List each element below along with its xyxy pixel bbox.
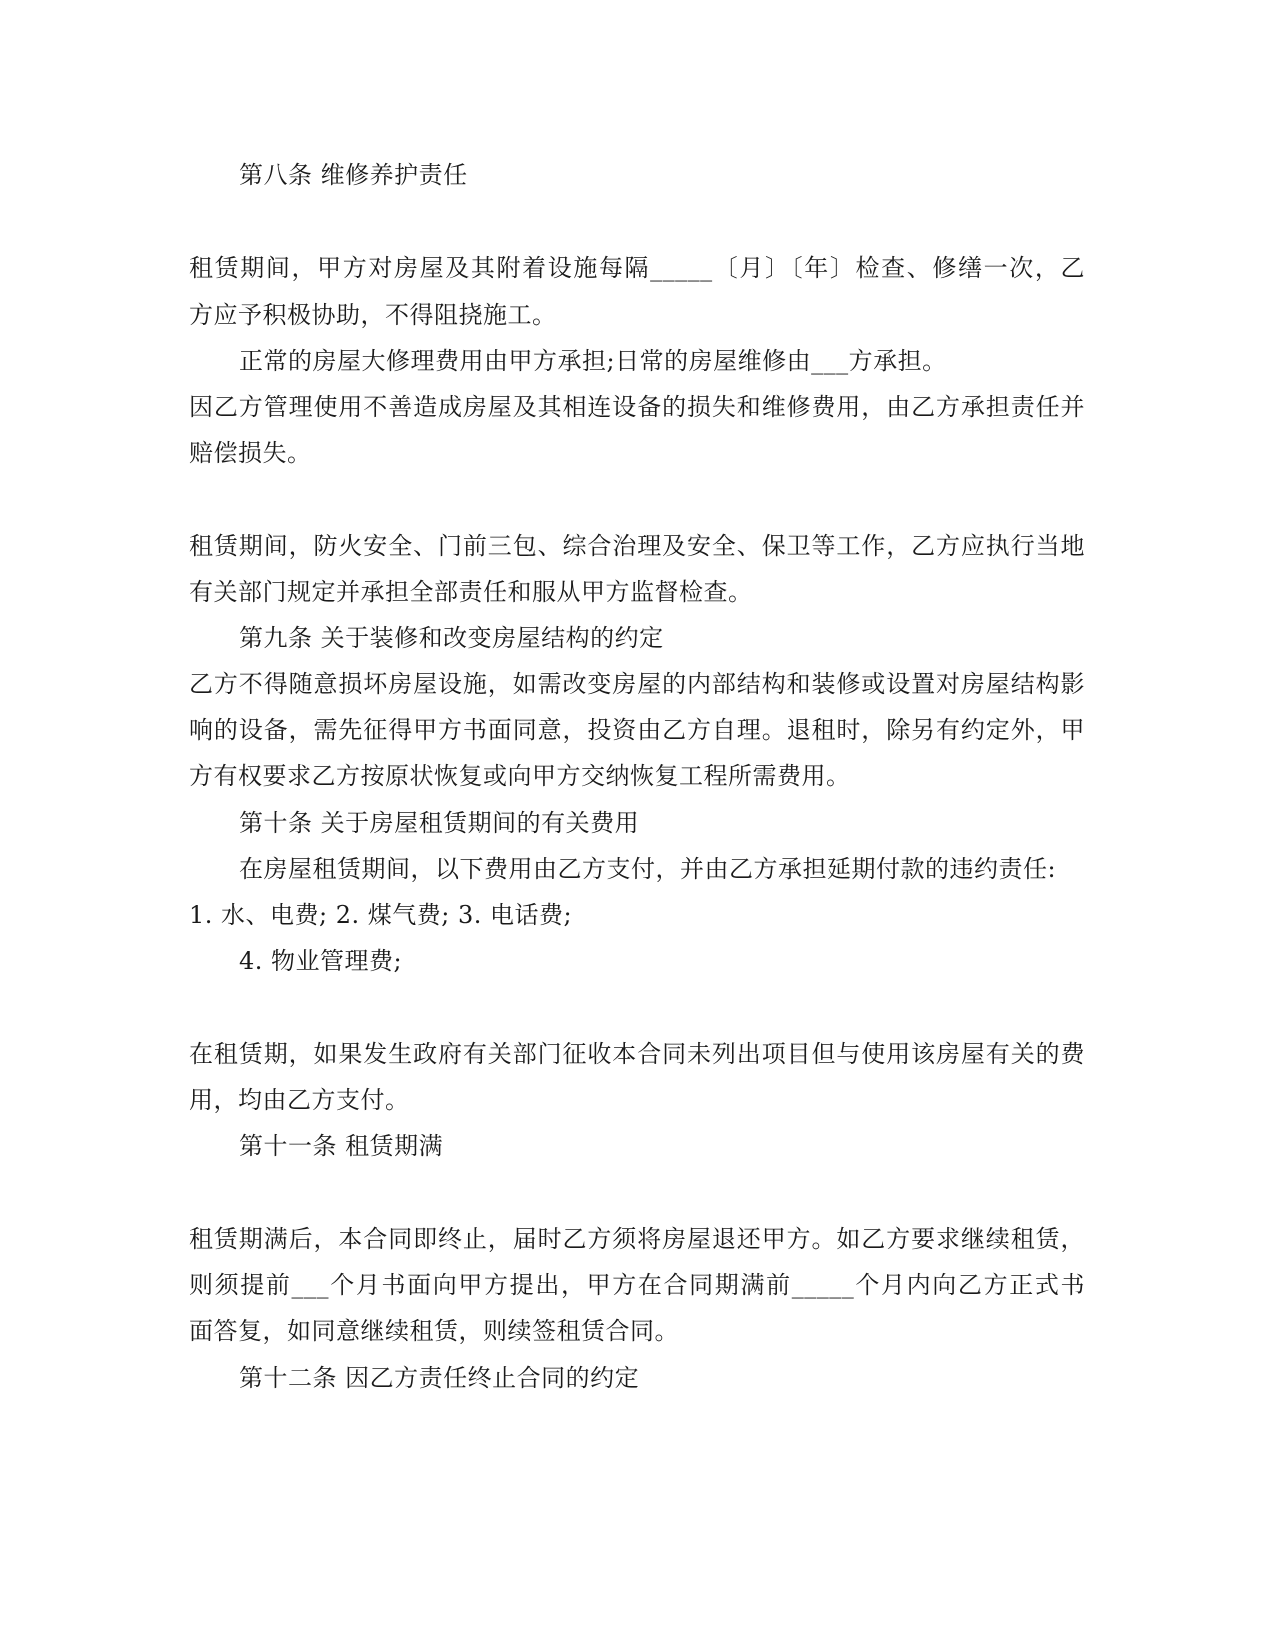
paragraph-line: 因乙方管理使用不善造成房屋及其相连设备的损失和维修费用，由乙方承担责任并	[189, 393, 1085, 421]
paragraph-line: 正常的房屋大修理费用由甲方承担;日常的房屋维修由___方承担。	[239, 347, 947, 375]
paragraph-line: 乙方不得随意损坏房屋设施，如需改变房屋的内部结构和装修或设置对房屋结构影	[189, 670, 1085, 698]
paragraph-line: 则须提前___个月书面向甲方提出，甲方在合同期满前_____个月内向乙方正式书	[189, 1271, 1085, 1299]
article-11-heading: 第十一条 租赁期满	[239, 1132, 444, 1160]
paragraph-line: 有关部门规定并承担全部责任和服从甲方监督检查。	[189, 578, 753, 606]
article-9-heading: 第九条 关于装修和改变房屋结构的约定	[239, 624, 664, 652]
paragraph-line: 租赁期满后，本合同即终止，届时乙方须将房屋退还甲方。如乙方要求继续租赁，	[189, 1225, 1085, 1253]
paragraph-line: 在租赁期，如果发生政府有关部门征收本合同未列出项目但与使用该房屋有关的费	[189, 1040, 1085, 1068]
paragraph-line: 方应予积极协助，不得阻挠施工。	[189, 301, 557, 329]
list-line: 4. 物业管理费;	[239, 947, 403, 975]
paragraph-line: 面答复，如同意继续租赁，则续签租赁合同。	[189, 1317, 679, 1345]
paragraph-line: 赔偿损失。	[189, 439, 312, 467]
paragraph-line: 租赁期间，防火安全、门前三包、综合治理及安全、保卫等工作，乙方应执行当地	[189, 532, 1085, 560]
paragraph-line: 响的设备，需先征得甲方书面同意，投资由乙方自理。退租时，除另有约定外，甲	[189, 716, 1085, 744]
paragraph-line: 在房屋租赁期间，以下费用由乙方支付，并由乙方承担延期付款的违约责任:	[239, 855, 1057, 883]
paragraph-line: 租赁期间，甲方对房屋及其附着设施每隔_____〔月〕〔年〕检查、修缮一次，乙	[189, 254, 1085, 282]
article-10-heading: 第十条 关于房屋租赁期间的有关费用	[239, 809, 640, 837]
paragraph-line: 用，均由乙方支付。	[189, 1086, 410, 1114]
paragraph-line: 方有权要求乙方按原状恢复或向甲方交纳恢复工程所需费用。	[189, 762, 851, 790]
article-12-heading: 第十二条 因乙方责任终止合同的约定	[239, 1364, 640, 1392]
article-8-heading: 第八条 维修养护责任	[239, 161, 468, 189]
list-line: 1. 水、电费; 2. 煤气费; 3. 电话费;	[189, 901, 573, 929]
